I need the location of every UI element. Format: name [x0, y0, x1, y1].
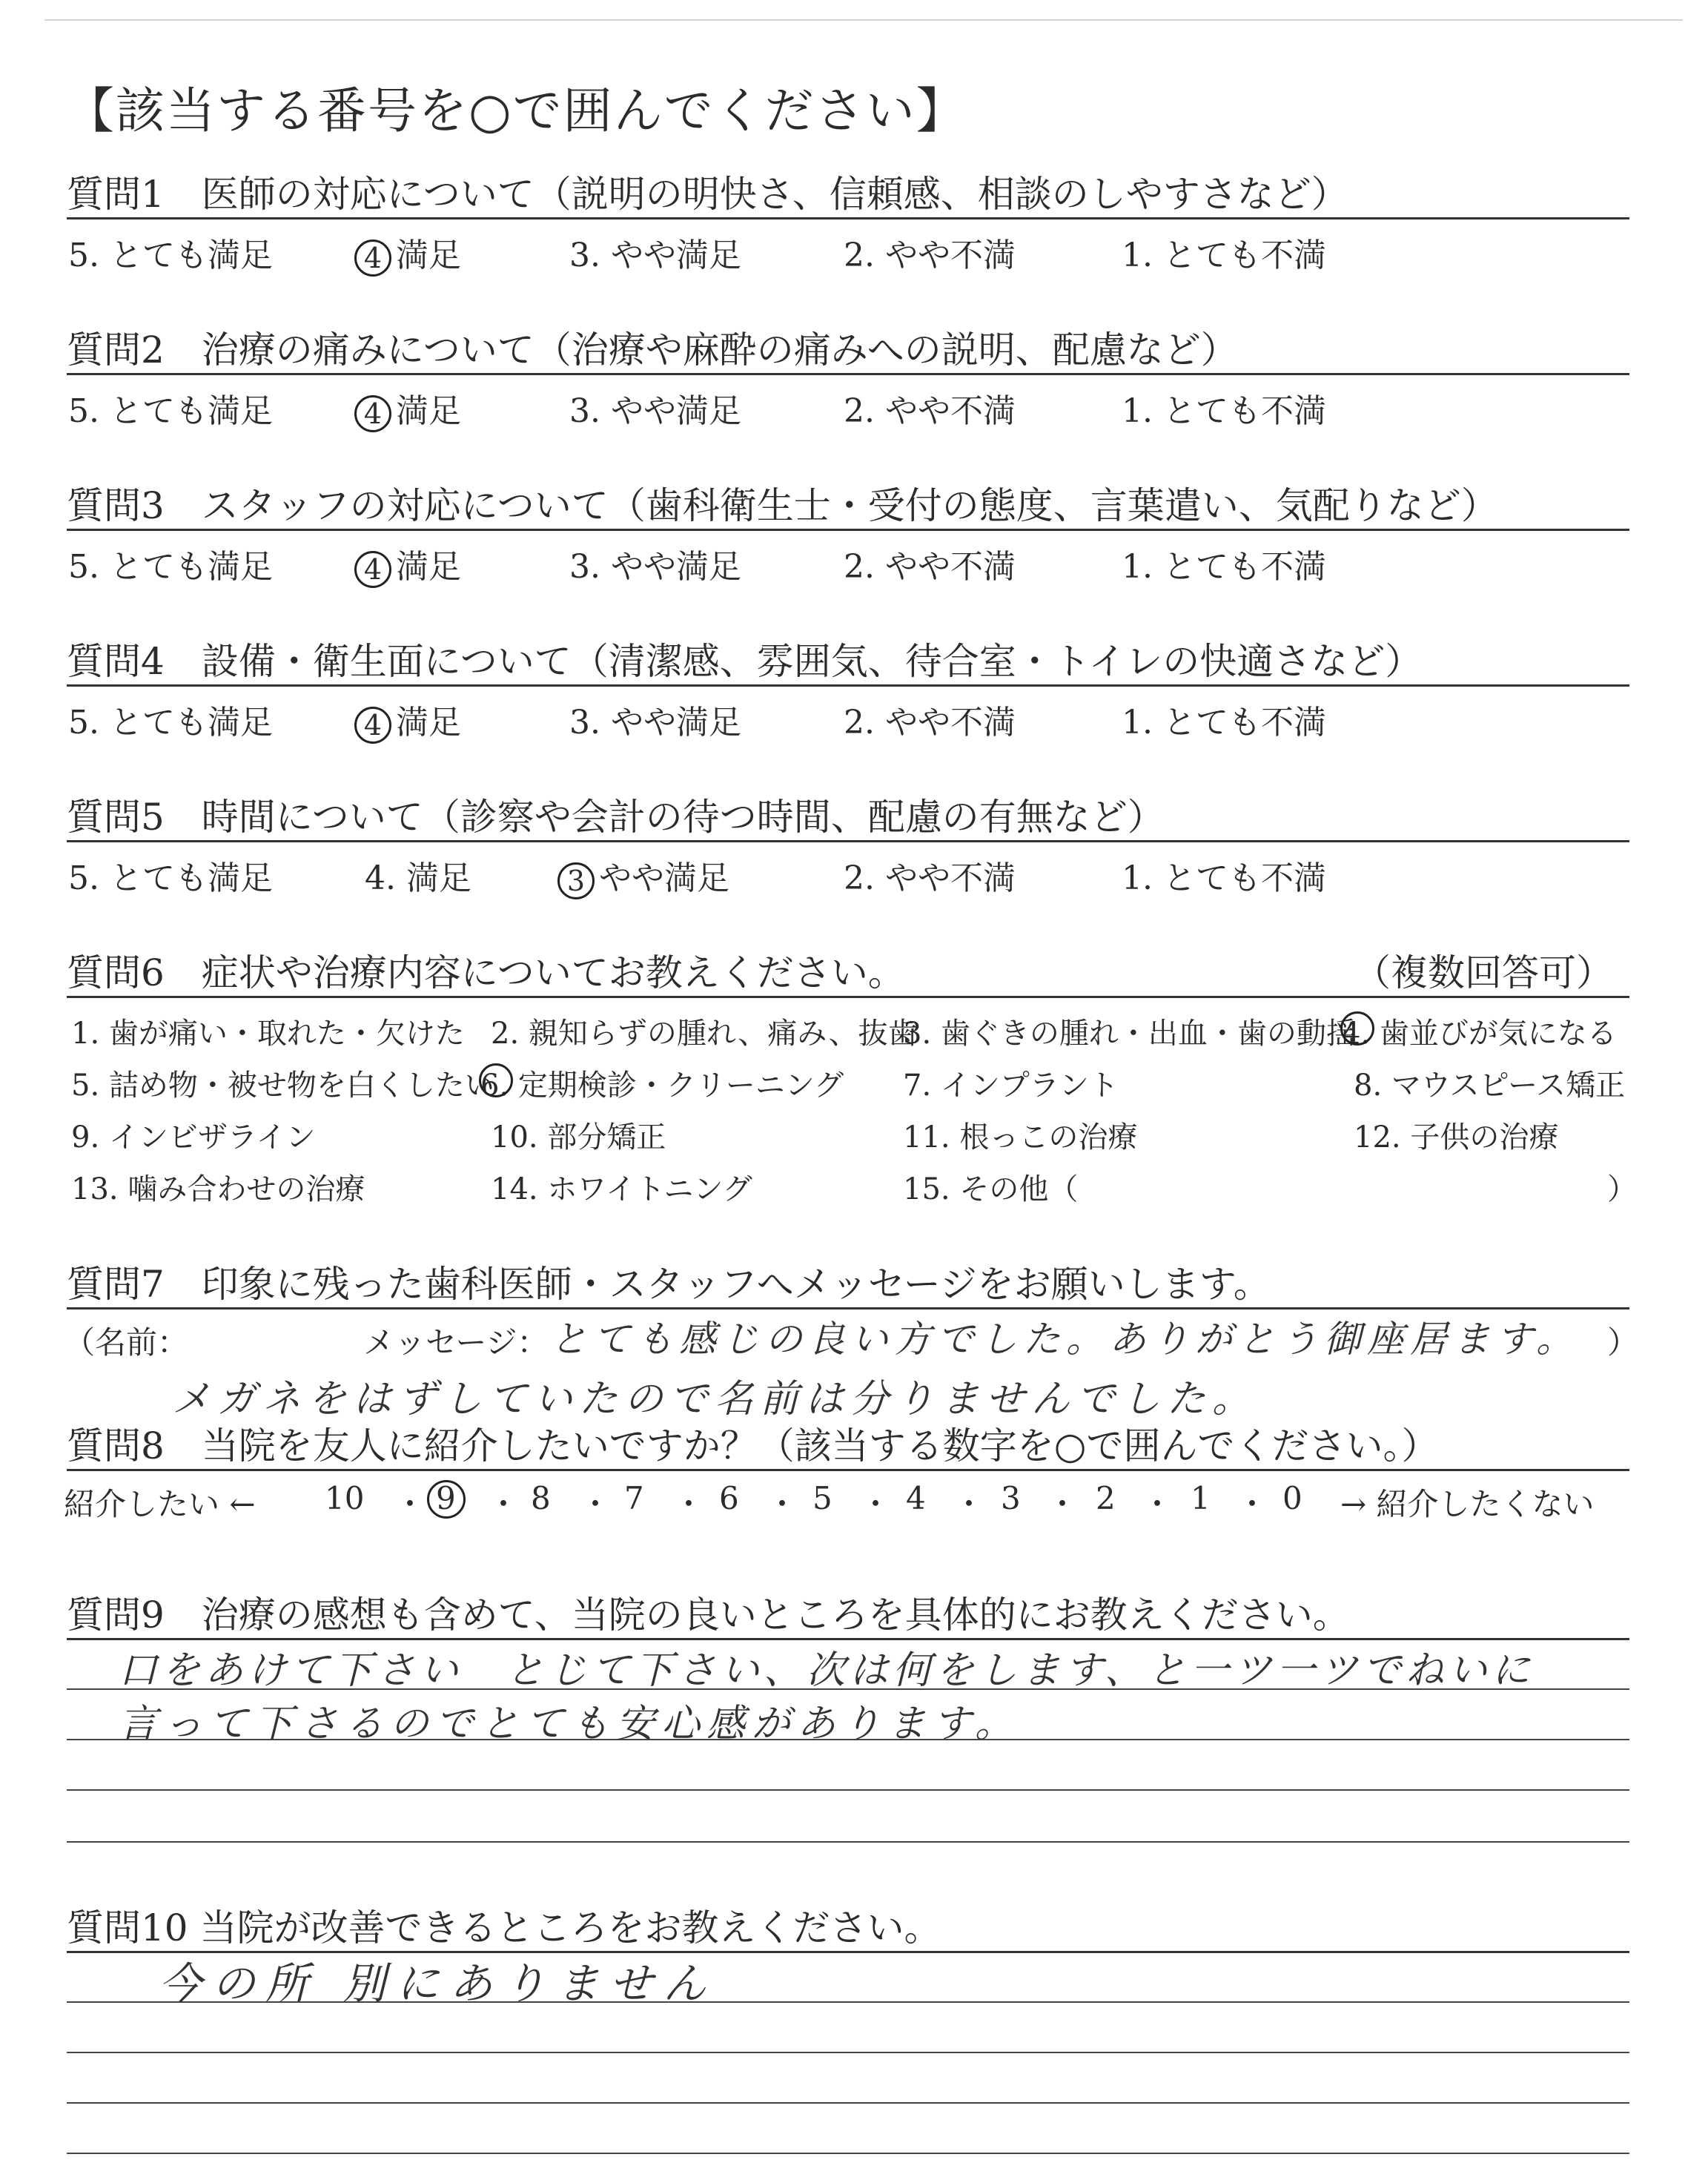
selected-circle: 4: [354, 707, 391, 744]
scale-dot: ・: [1142, 1486, 1174, 1522]
symptom-item[interactable]: 14. ホワイトニング: [491, 1172, 752, 1206]
option-4[interactable]: 4 満足: [354, 228, 461, 277]
question-5: 質問5 時間について（診察や会計の待つ時間、配慮の有無など）: [67, 796, 1165, 839]
selected-circle: 4: [354, 240, 391, 277]
option-4[interactable]: 4 満足: [354, 540, 461, 588]
selected-circle: [427, 1480, 466, 1519]
scale-value-selected[interactable]: 9: [436, 1480, 456, 1516]
selected-circle: 4: [354, 395, 391, 432]
option-5[interactable]: 5. とても満足: [68, 859, 273, 897]
scale-value[interactable]: 7: [624, 1480, 644, 1516]
scale-value[interactable]: 10: [325, 1480, 365, 1516]
option-5[interactable]: 5. とても満足: [68, 237, 273, 274]
option-2[interactable]: 2. やや不満: [844, 392, 1016, 430]
selected-circle: 4: [354, 551, 391, 588]
option-5[interactable]: 5. とても満足: [68, 704, 273, 742]
divider: [67, 840, 1629, 842]
scale-dot: ・: [580, 1486, 612, 1522]
option-3[interactable]: 3. やや満足: [569, 237, 741, 274]
symptom-item[interactable]: 12. 子供の治療: [1354, 1120, 1559, 1155]
scale-left-label: 紹介したい ←: [64, 1486, 256, 1522]
scale-value[interactable]: 3: [1001, 1480, 1021, 1516]
scale-value[interactable]: 2: [1096, 1480, 1116, 1516]
scale-value[interactable]: 4: [906, 1480, 926, 1516]
symptom-item[interactable]: 3. 歯ぐきの腫れ・出血・歯の動揺: [903, 1017, 1356, 1051]
question-9: 質問9 治療の感想も含めて、当院の良いところを具体的にお教えください。: [67, 1593, 1350, 1636]
scale-dot: ・: [860, 1486, 892, 1522]
selected-circle: 3: [557, 862, 595, 899]
scale-dot: ・: [1237, 1486, 1268, 1522]
scale-dot: ・: [1047, 1486, 1079, 1522]
option-3[interactable]: 3. やや満足: [569, 392, 741, 430]
divider: [67, 217, 1629, 219]
multiple-answer-note: （複数回答可）: [1354, 951, 1613, 994]
handwritten-line-1: 口をあけて下さい とじて下さい、次は何をします、と一ツ一ツでねいに: [119, 1648, 1535, 1693]
writing-line: [67, 2102, 1629, 2104]
option-1[interactable]: 1. とても不満: [1122, 859, 1326, 897]
close-paren: ）: [1607, 1172, 1637, 1206]
message-label: メッセージ：: [363, 1324, 549, 1361]
option-1[interactable]: 1. とても不満: [1122, 704, 1326, 742]
divider: [67, 1469, 1629, 1471]
handwritten-message: とても感じの良い方でした。ありがとう御座居ます。: [550, 1318, 1579, 1361]
selected-circle: [1340, 1011, 1374, 1046]
symptom-item[interactable]: 1. 歯が痛い・取れた・欠けた: [71, 1017, 465, 1051]
top-border: [44, 19, 1683, 21]
question-4: 質問4 設備・衛生面について（清潔感、雰囲気、待合室・トイレの快適さなど）: [67, 640, 1423, 683]
symptom-item[interactable]: 9. インビザライン: [71, 1120, 316, 1155]
writing-line: [67, 2052, 1629, 2053]
scale-right-label: → 紹介したくない: [1340, 1486, 1595, 1522]
divider: [67, 529, 1629, 531]
writing-line: [67, 2153, 1629, 2154]
option-1[interactable]: 1. とても不満: [1122, 548, 1326, 586]
scale-value[interactable]: 6: [719, 1480, 739, 1516]
scale-value[interactable]: 8: [531, 1480, 551, 1516]
option-3[interactable]: 3 やや満足: [557, 851, 729, 899]
option-5[interactable]: 5. とても満足: [68, 548, 273, 586]
option-2[interactable]: 2. やや不満: [844, 859, 1016, 897]
option-1[interactable]: 1. とても不満: [1122, 237, 1326, 274]
divider: [67, 373, 1629, 375]
scale-dot: ・: [673, 1486, 705, 1522]
option-2[interactable]: 2. やや不満: [844, 704, 1016, 742]
option-3[interactable]: 3. やや満足: [569, 704, 741, 742]
divider: [67, 996, 1629, 998]
writing-line: [67, 1841, 1629, 1843]
symptom-item[interactable]: 8. マウスピース矯正: [1354, 1069, 1626, 1103]
handwritten-note: メガネをはずしていたので名前は分りませんでした。: [172, 1377, 1258, 1421]
symptom-item[interactable]: 15. その他（: [903, 1172, 1079, 1206]
question-1: 質問1 医師の対応について（説明の明快さ、信頼感、相談のしやすさなど）: [67, 173, 1348, 216]
option-4[interactable]: 4. 満足: [365, 859, 471, 897]
scale-dot: ・: [488, 1486, 520, 1522]
symptom-item-selected[interactable]: 6. 定期検診・クリーニング: [480, 1069, 844, 1103]
option-3[interactable]: 3. やや満足: [569, 548, 741, 586]
question-8: 質問8 当院を友人に紹介したいですか？（該当する数字を○で囲んでください。）: [67, 1424, 1439, 1467]
scale-dot: ・: [394, 1486, 426, 1522]
symptom-item[interactable]: 2. 親知らずの腫れ、痛み、抜歯: [491, 1017, 918, 1051]
symptom-item[interactable]: 11. 根っこの治療: [903, 1120, 1138, 1155]
question-10: 質問10 当院が改善できるところをお教えください。: [67, 1906, 941, 1949]
option-2[interactable]: 2. やや不満: [844, 548, 1016, 586]
scale-value[interactable]: 5: [812, 1480, 833, 1516]
scale-dot: ・: [953, 1486, 985, 1522]
option-2[interactable]: 2. やや不満: [844, 237, 1016, 274]
divider: [67, 684, 1629, 687]
question-7: 質問7 印象に残った歯科医師・スタッフへメッセージをお願いします。: [67, 1263, 1271, 1306]
symptom-item-selected[interactable]: 4. 歯並びが気になる: [1342, 1017, 1617, 1051]
form-title: 【該当する番号を○で囲んでください】: [65, 82, 967, 139]
symptom-item[interactable]: 10. 部分矯正: [491, 1120, 666, 1155]
question-3: 質問3 スタッフの対応について（歯科衛生士・受付の態度、言葉遣い、気配りなど）: [67, 484, 1498, 527]
scale-value[interactable]: 1: [1191, 1480, 1211, 1516]
writing-line: [67, 1789, 1629, 1791]
handwritten-answer: 今の所 別にありません: [159, 1958, 717, 2009]
option-4[interactable]: 4 満足: [354, 696, 461, 744]
symptom-item[interactable]: 5. 詰め物・被せ物を白くしたい: [71, 1069, 494, 1103]
scale-dot: ・: [767, 1486, 798, 1522]
name-label: （名前：: [64, 1324, 189, 1361]
option-5[interactable]: 5. とても満足: [68, 392, 273, 430]
handwritten-line-2: 言って下さるのでとても安心感があります。: [119, 1702, 1020, 1746]
selected-circle: [479, 1063, 513, 1097]
symptom-item[interactable]: 13. 噛み合わせの治療: [71, 1172, 365, 1206]
option-4[interactable]: 4 満足: [354, 384, 461, 432]
question-2: 質問2 治療の痛みについて（治療や麻酔の痛みへの説明、配慮など）: [67, 328, 1238, 371]
option-1[interactable]: 1. とても不満: [1122, 392, 1326, 430]
close-paren: ）: [1607, 1324, 1639, 1361]
question-6: 質問6 症状や治療内容についてお教えください。: [67, 951, 905, 994]
scale-value[interactable]: 0: [1282, 1480, 1302, 1516]
symptom-item[interactable]: 7. インプラント: [903, 1069, 1119, 1103]
